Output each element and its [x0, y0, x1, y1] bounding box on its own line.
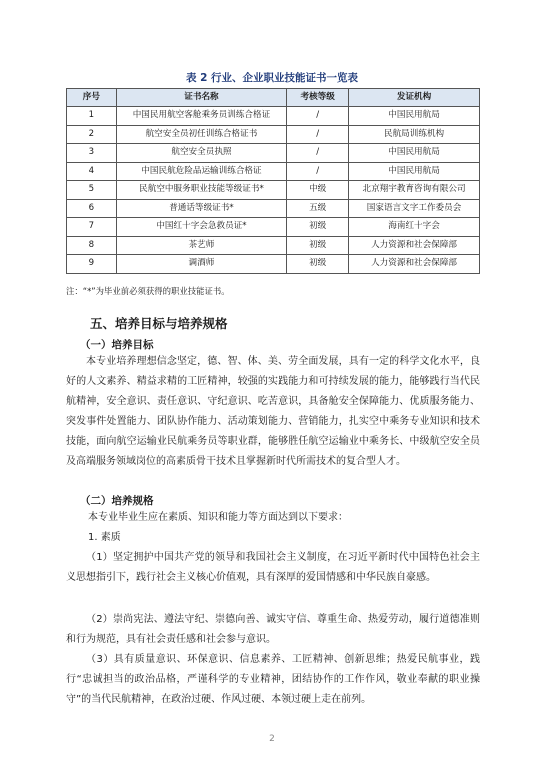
- cell-certificate-name: 茶艺师: [116, 236, 287, 255]
- table-row: [67, 199, 480, 218]
- cell-issuer: 人力资源和社会保障部: [349, 236, 480, 255]
- table-row: [67, 125, 480, 144]
- cell-certificate-name: 中国红十字会急救员证*: [116, 218, 287, 237]
- cell-level: /: [287, 144, 349, 163]
- cell-number: 9: [67, 255, 117, 274]
- cell-level: 初级: [287, 218, 349, 237]
- cell-number: 6: [67, 199, 117, 218]
- quality-item-3: （3）具有质量意识、环保意识、信息素养、工匠精神、创新思维；热爱民航事业，践行“忠诚担当的政治品格，严谨科学的专业精神，团结协作的工作作风，敬业奉献的职业操守”的当代民航精神，在政治过硬、作风过硬、本领过硬上走在前列。: [66, 654, 480, 705]
- cell-issuer: 民航局训练机构: [349, 125, 480, 144]
- cell-level: 中级: [287, 181, 349, 200]
- cell-level: 五级: [287, 199, 349, 218]
- header-issuing-authority: 发证机构: [349, 89, 480, 107]
- table-row: [67, 218, 480, 237]
- cell-number: 2: [67, 125, 117, 144]
- table-row: [67, 162, 480, 181]
- cell-issuer: 中国民用航局: [349, 144, 480, 163]
- cell-number: 3: [67, 144, 117, 163]
- header-certificate-name: 证书名称: [116, 89, 287, 107]
- cell-level: /: [287, 162, 349, 181]
- cell-issuer: 海南红十字会: [349, 218, 480, 237]
- table-note: 注：“*”为毕业前必须获得的职业技能证书。: [66, 286, 230, 296]
- certificate-table: [66, 88, 480, 274]
- cell-level: 初级: [287, 236, 349, 255]
- quality-item-2: （2）崇尚宪法、遵法守纪、崇德向善、诚实守信、尊重生命、热爱劳动，履行道德准则和行为规范，具有社会责任感和社会参与意识。: [66, 614, 480, 645]
- cell-certificate-name: 中国民用航空客舱乘务员训练合格证: [116, 107, 287, 126]
- cell-number: 7: [67, 218, 117, 237]
- table-caption: 表 2 行业、企业职业技能证书一览表: [185, 72, 359, 84]
- table-header-row: [67, 89, 480, 107]
- page-number: 2: [269, 734, 275, 744]
- table-row: [67, 236, 480, 255]
- cell-level: /: [287, 107, 349, 126]
- cell-certificate-name: 中国民航危险品运输训练合格证: [116, 162, 287, 181]
- spec-heading: （二）培养规格: [80, 495, 154, 507]
- cell-issuer: 北京翔宇教育咨询有限公司: [349, 181, 480, 200]
- section-heading: 五、培养目标与培养规格: [90, 316, 228, 331]
- quality-item-1: （1）坚定拥护中国共产党的领导和我国社会主义制度，在习近平新时代中国特色社会主义思想指引下，践行社会主义核心价值观，具有深厚的爱国情感和中华民族自豪感。: [66, 552, 480, 583]
- header-number: 序号: [67, 89, 117, 107]
- cell-issuer: 人力资源和社会保障部: [349, 255, 480, 274]
- goal-heading: （一）培养目标: [80, 339, 154, 351]
- cell-certificate-name: 航空安全员执照: [116, 144, 287, 163]
- cell-certificate-name: 航空安全员初任训练合格证书: [116, 125, 287, 144]
- cell-issuer: 中国民用航局: [349, 107, 480, 126]
- header-assessment-level: 考核等级: [287, 89, 349, 107]
- cell-certificate-name: 民航空中服务职业技能等级证书*: [116, 181, 287, 200]
- cell-level: 初级: [287, 255, 349, 274]
- cell-level: /: [287, 125, 349, 144]
- table-row: [67, 255, 480, 274]
- cell-number: 8: [67, 236, 117, 255]
- quality-heading: 1. 素质: [88, 532, 121, 543]
- cell-issuer: 国家语言文字工作委员会: [349, 199, 480, 218]
- cell-certificate-name: 调酒师: [116, 255, 287, 274]
- goal-paragraph: 本专业培养理想信念坚定，德、智、体、美、劳全面发展，具有一定的科学文化水平，良好的人文素养、精益求精的工匠精神，较强的实践能力和可持续发展的能力，能够践行当代民航精神，安全意识、责任意识、守纪意识、吃苦意识，具备舱安全保障能力、优质服务能力、突发事件处置能力、团队协作能力、活动策划能力、营销能力，扎实空中乘务专业知识和技术技能，面向航空运输业民航乘务员等职业群，能够胜任航空运输业中乘务长、中级航空安全员及高端服务领域岗位的高素质骨干技术且掌握新时代所需技术的复合型人才。: [66, 356, 480, 467]
- table-row: [67, 181, 480, 200]
- cell-number: 1: [67, 107, 117, 126]
- cell-issuer: 中国民用航局: [349, 162, 480, 181]
- cell-number: 5: [67, 181, 117, 200]
- table-row: [67, 107, 480, 126]
- cell-certificate-name: 普通话等级证书*: [116, 199, 287, 218]
- spec-intro: 本专业毕业生应在素质、知识和能力等方面达到以下要求：: [88, 512, 348, 523]
- cell-number: 4: [67, 162, 117, 181]
- table-row: [67, 144, 480, 163]
